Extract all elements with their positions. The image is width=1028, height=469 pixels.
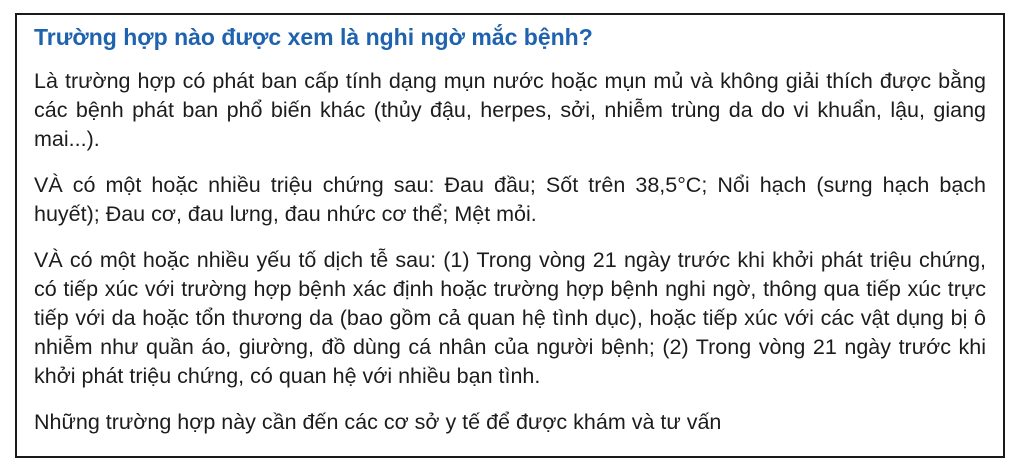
paragraph-epidemiological-factors: VÀ có một hoặc nhiều yếu tố dịch tễ sau: (1) Trong vòng 21 ngày trước khi khởi phát triệu chứng, có tiếp xúc với trường hợp bệnh xác định hoặc trường hợp bệnh nghi ngờ, thông qua tiếp xúc trực tiếp với da hoặc tổn thương da (bao gồm cả quan hệ tình dục), hoặc tiếp xúc với các vật dụng bị ô nhiễm như quần áo, giường, đồ dùng cá nhân của người bệnh; (2) Trong vòng 21 ngày trước khi khởi phát triệu chứng, có quan hệ với nhiều bạn tình. <box>34 248 986 388</box>
paragraph-case-definition: Là trường hợp có phát ban cấp tính dạng mụn nước hoặc mụn mủ và không giải thích được bằng các bệnh phát ban phổ biến khác (thủy đậu, herpes, sởi, nhiễm trùng da do vi khuẩn, lậu, giang mai...). <box>34 69 986 151</box>
box-title: Trường hợp nào được xem là nghi ngờ mắc bệnh? <box>34 24 593 50</box>
suspected-case-info-box <box>15 13 1005 458</box>
paragraph-symptoms: VÀ có một hoặc nhiều triệu chứng sau: Đau đầu; Sốt trên 38,5°C; Nổi hạch (sưng hạch bạch huyết); Đau cơ, đau lưng, đau nhức cơ thể; Mệt mỏi. <box>34 173 986 226</box>
paragraph-advice: Những trường hợp này cần đến các cơ sở y tế để được khám và tư vấn <box>34 410 722 434</box>
